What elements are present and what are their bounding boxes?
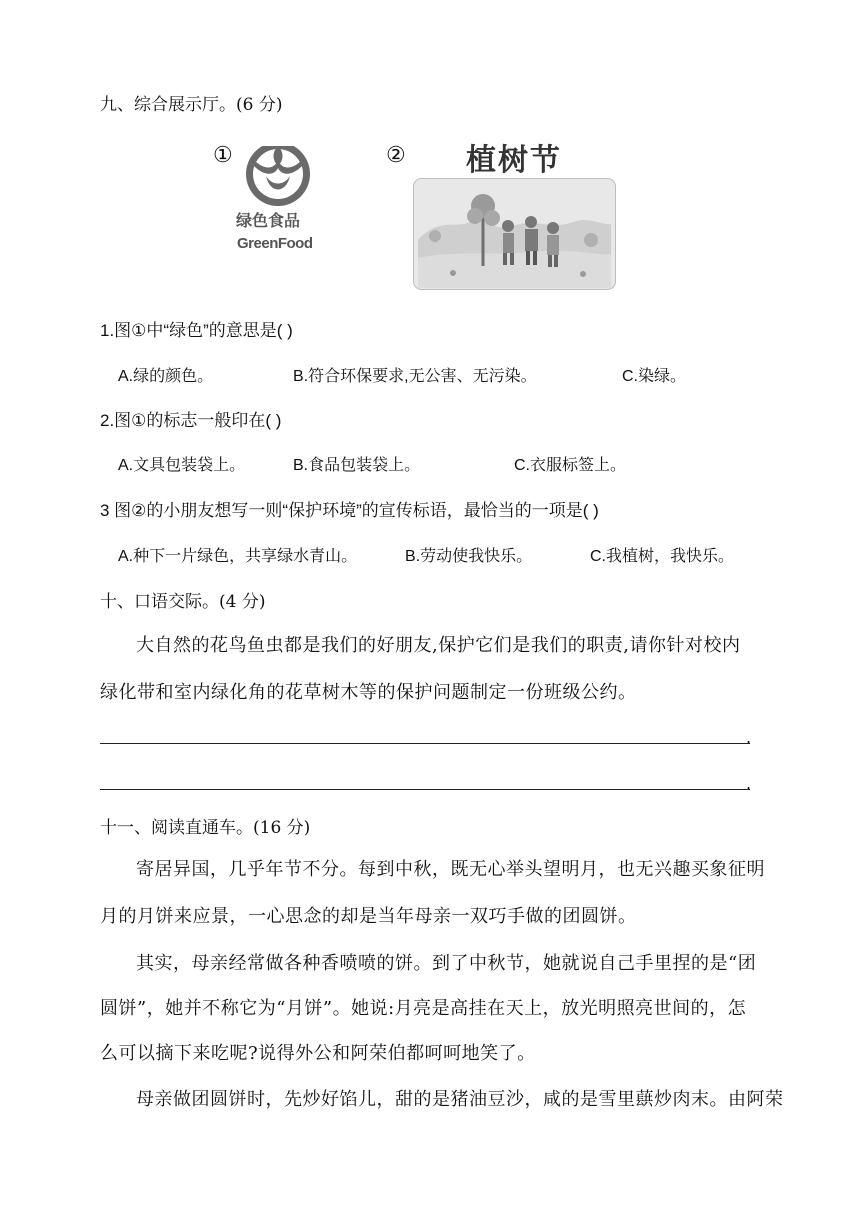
section-10-paragraph-line-1: 大自然的花鸟鱼虫都是我们的好朋友,保护它们是我们的职责,请你针对校内 bbox=[136, 635, 741, 656]
reading-line-6: 母亲做团圆饼时，先炒好馅儿，甜的是猪油豆沙，咸的是雪里蕻炒肉末。由阿荣 bbox=[136, 1089, 784, 1110]
question-1-stem: 1.图①中“绿色”的意思是( ) bbox=[100, 321, 293, 340]
figure-1-number: ① bbox=[213, 143, 233, 168]
logo-cn-text: 绿色食品 bbox=[236, 213, 301, 230]
question-2-stem: 2.图①的标志一般印在( ) bbox=[100, 411, 282, 430]
section-10-title: 十、口语交际。(4 分) bbox=[100, 592, 266, 612]
figure-2-number: ② bbox=[386, 143, 406, 168]
question-2-option-c: C.衣服标签上。 bbox=[514, 457, 627, 474]
question-3-option-a: A.种下一片绿色，共享绿水青山。 bbox=[118, 548, 358, 565]
answer-line-2-end: . bbox=[746, 774, 752, 793]
section-9-title: 九、综合展示厅。(6 分) bbox=[100, 95, 283, 115]
question-3-option-b: B.劳动使我快乐。 bbox=[405, 548, 533, 565]
answer-line-1-end: . bbox=[746, 728, 752, 747]
question-2-option-a: A.文具包装袋上。 bbox=[118, 457, 246, 474]
question-1-option-a: A.绿的颜色。 bbox=[118, 368, 214, 385]
question-3-option-c: C.我植树，我快乐。 bbox=[590, 548, 735, 565]
answer-line-1[interactable] bbox=[100, 743, 750, 744]
figure-2-title: 植树节 bbox=[466, 143, 562, 178]
question-2-option-b: B.食品包装袋上。 bbox=[293, 457, 421, 474]
section-10-paragraph-line-2: 绿化带和室内绿化角的花草树木等的保护问题制定一份班级公约。 bbox=[100, 682, 637, 703]
green-food-logo-icon bbox=[236, 140, 320, 210]
reading-line-2: 月的月饼来应景，一心思念的却是当年母亲一双巧手做的团圆饼。 bbox=[100, 906, 637, 927]
reading-line-3: 其实，母亲经常做各种香喷喷的饼。到了中秋节，她就说自己手里捏的是“团 bbox=[136, 953, 757, 974]
reading-line-5: 么可以摘下来吃呢?说得外公和阿荣伯都呵呵地笑了。 bbox=[100, 1043, 536, 1064]
question-1-option-b: B.符合环保要求,无公害、无污染。 bbox=[293, 368, 537, 385]
answer-line-2[interactable] bbox=[100, 789, 750, 790]
tree-planting-illustration-icon bbox=[413, 178, 616, 290]
reading-line-1: 寄居异国，几乎年节不分。每到中秋，既无心举头望明月，也无兴趣买象征明 bbox=[136, 859, 765, 880]
logo-en-text: GreenFood bbox=[237, 235, 313, 252]
reading-line-4: 圆饼”，她并不称它为“月饼”。她说:月亮是高挂在天上，放光明照亮世间的，怎 bbox=[100, 998, 747, 1019]
question-1-option-c: C.染绿。 bbox=[622, 368, 687, 385]
question-3-stem: 3 图②的小朋友想写一则“保护环境”的宣传标语，最恰当的一项是( ) bbox=[100, 501, 599, 520]
section-11-title: 十一、阅读直通车。(16 分) bbox=[100, 818, 311, 838]
